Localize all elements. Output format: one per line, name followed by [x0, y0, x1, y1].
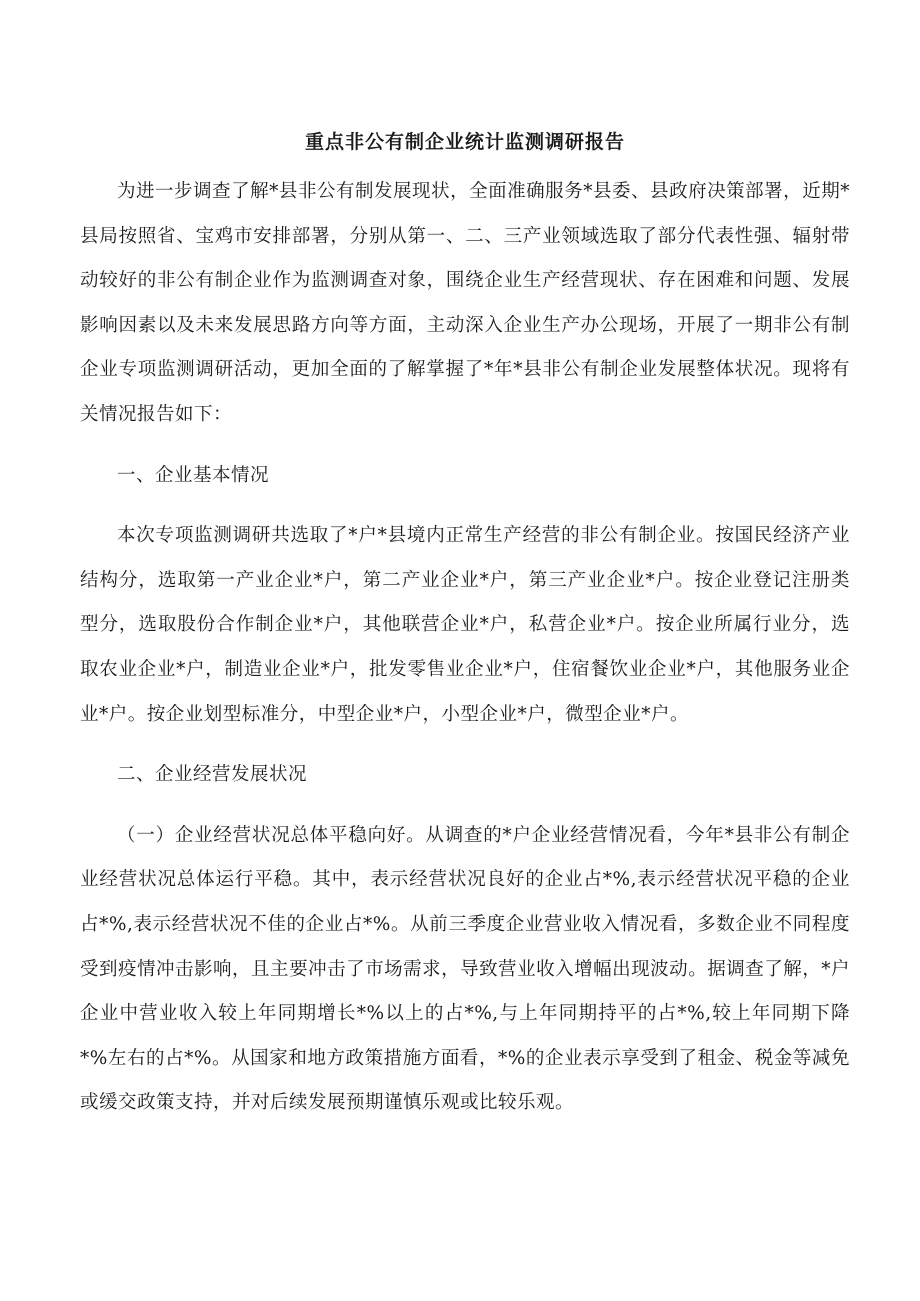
section-1-paragraph: 本次专项监测调研共选取了*户*县境内正常生产经营的非公有制企业。按国民经济产业结构分，选取第一产业企业*户，第二产业企业*户，第三产业企业*户。按企业登记注册类型分，选取股份合作制企业*户，其他联营企业*户，私营企业*户。按企业所属行业分，选取农业企业*户，制造业企业*户，批发零售业企业*户，住宿餐饮业企业*户，其他服务业企业*户。按企业划型标准分，中型企业*户，小型企业*户，微型企业*户。: [80, 525, 850, 725]
section-2-heading: 二、企业经营发展状况: [117, 764, 308, 786]
document-page: [80, 128, 850, 1126]
spacer: [80, 798, 850, 814]
section-2-subsection-1-paragraph: （一）企业经营状况总体平稳向好。从调查的*户企业经营情况看，今年*县非公有制企业经营状况总体运行平稳。其中，表示经营状况良好的企业占*%,表示经营状况平稳的企业占*%,表示经营状况不佳的企业占*%。从前三季度企业营业收入情况看，多数企业不同程度受到疫情冲击影响，且主要冲击了市场需求，导致营业收入增幅出现波动。据调查了解，*户企业中营业收入较上年同期增长*%以上的占*%,与上年同期持平的占*%,较上年同期下降*%左右的占*%。从国家和地方政策措施方面看，*%的企业表示享受到了租金、税金等减免或缓交政策支持，并对后续发展预期谨慎乐观或比较乐观。: [80, 824, 850, 1114]
spacer: [80, 498, 850, 514]
spacer: [80, 438, 850, 454]
document-title: 重点非公有制企业统计监测调研报告: [304, 131, 625, 153]
section-1-heading: 一、企业基本情况: [117, 464, 270, 486]
intro-paragraph: 为进一步调查了解*县非公有制发展现状，全面准确服务*县委、县政府决策部署，近期*县局按照省、宝鸡市安排部署，分别从第一、二、三产业领域选取了部分代表性强、辐射带动较好的非公有制企业作为监测调查对象，围绕企业生产经营现状、存在困难和问题、发展影响因素以及未来发展思路方向等方面，主动深入企业生产办公现场，开展了一期非公有制企业专项监测调研活动，更加全面的了解掌握了*年*县非公有制企业发展整体状况。现将有关情况报告如下：: [80, 181, 850, 425]
spacer: [80, 737, 850, 753]
